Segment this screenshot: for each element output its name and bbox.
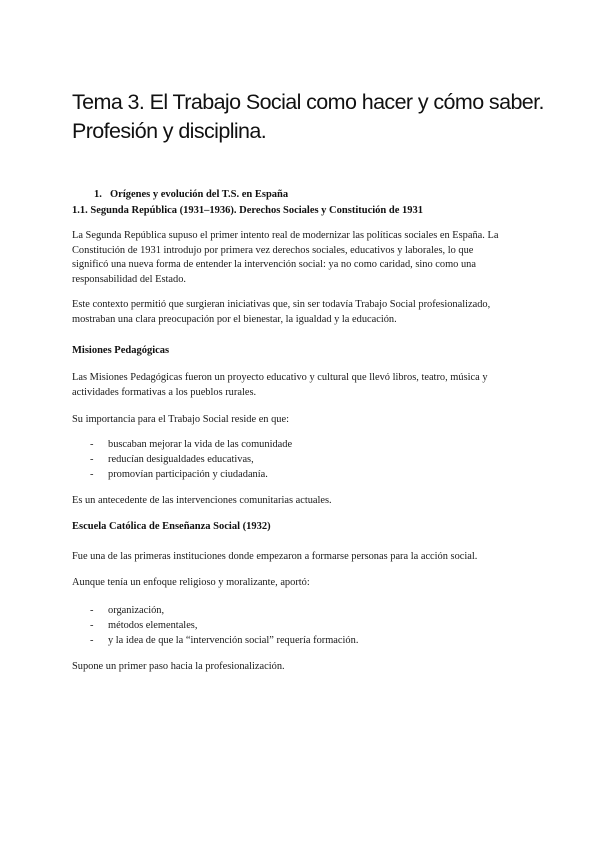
list-item: - y la idea de que la “intervención social” requería formación.: [90, 635, 359, 646]
section-heading: [94, 189, 288, 200]
list-item: - organización,: [90, 605, 165, 616]
misiones-heading: Misiones Pedagógicas: [72, 345, 170, 356]
paragraph-intro: [72, 229, 537, 287]
paragraph-line: significó una nueva forma de entender la intervención social: ya no como caridad, sino como una: [72, 259, 476, 270]
bullet-dash: -: [90, 439, 94, 450]
list-item: - promovían participación y ciudadanía.: [90, 469, 268, 480]
list-item: - métodos elementales,: [90, 620, 198, 631]
list-item: - buscaban mejorar la vida de las comunidade: [90, 439, 293, 450]
paragraph-line: Las Misiones Pedagógicas fueron un proyecto educativo y cultural que llevó libros, teatro, música y: [72, 372, 488, 383]
title-line-2: Profesión y disciplina.: [72, 119, 267, 143]
bullet-dash: -: [90, 620, 94, 631]
bullet-dash: -: [90, 605, 94, 616]
list-item: - reducían desigualdades educativas,: [90, 454, 254, 465]
subsection-heading: 1.1. Segunda República (1931–1936). Derechos Sociales y Constitución de 1931: [72, 205, 423, 216]
misiones-paragraph: [72, 371, 537, 400]
bullet-dash: -: [90, 469, 94, 480]
bullet-dash: -: [90, 635, 94, 646]
paragraph-line: actividades formativas a los pueblos rurales.: [72, 386, 257, 398]
section-number: 1.: [94, 189, 102, 200]
section-heading-text: Orígenes y evolución del T.S. en España: [110, 189, 289, 200]
misiones-importance: Su importancia para el Trabajo Social reside en que:: [72, 414, 289, 425]
paragraph-line: Constitución de 1931 introdujo por primera vez derechos sociales, educativos y laborales, lo que: [72, 244, 474, 256]
bullet-dash: -: [90, 454, 94, 465]
paragraph-line: Este contexto permitió que surgieran iniciativas que, sin ser todavía Trabajo Social profesionalizado,: [72, 299, 491, 310]
paragraph-line: responsabilidad del Estado.: [72, 273, 186, 285]
paragraph-line: La Segunda República supuso el primer intento real de modernizar las políticas sociales en España. La: [72, 230, 499, 241]
paragraph-context: [72, 298, 537, 327]
escuela-conclusion: Supone un primer paso hacia la profesionalización.: [72, 661, 285, 672]
paragraph-line: mostraban una clara preocupación por el bienestar, la igualdad y la educación.: [72, 313, 397, 325]
title-line-1: Tema 3. El Trabajo Social como hacer y cómo saber.: [72, 90, 544, 114]
escuela-contribution: Aunque tenía un enfoque religioso y moralizante, aportó:: [72, 577, 310, 588]
escuela-list: [90, 603, 358, 648]
escuela-paragraph: Fue una de las primeras instituciones donde empezaron a formarse personas para la acción social.: [72, 551, 478, 562]
misiones-conclusion: Es un antecedente de las intervenciones comunitarias actuales.: [72, 495, 332, 506]
escuela-heading: Escuela Católica de Enseñanza Social (1932): [72, 521, 271, 532]
misiones-list: [90, 437, 292, 482]
page-title: [72, 88, 542, 146]
